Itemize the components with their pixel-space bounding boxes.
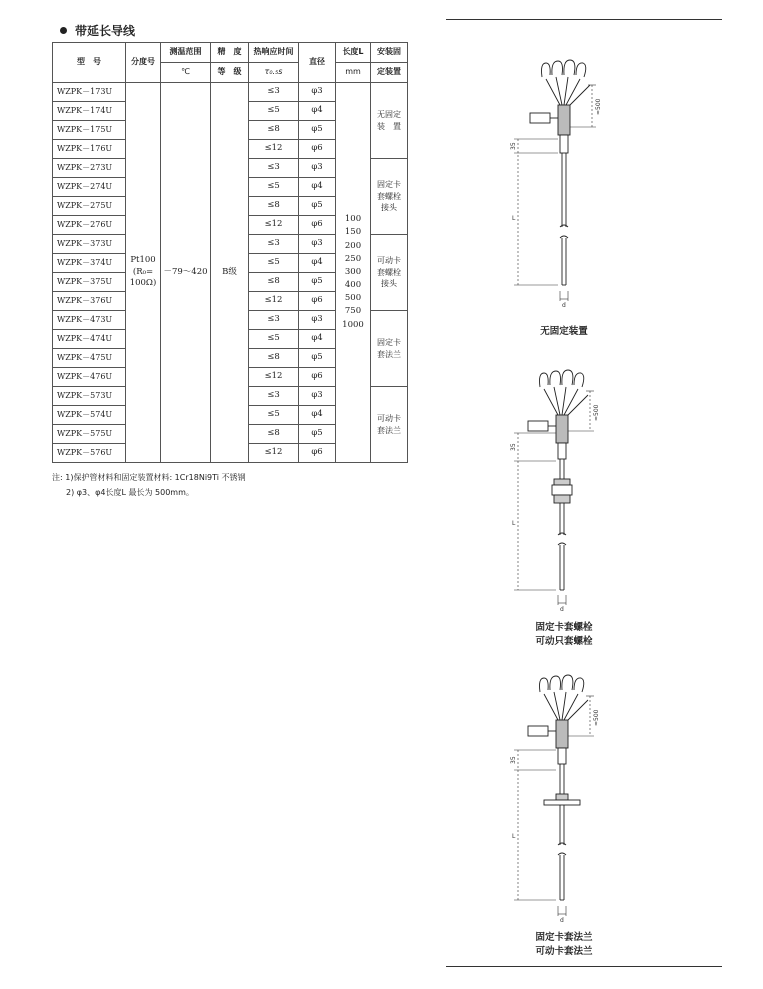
- response-cell: ≤3: [249, 387, 299, 406]
- header-graduation: 分度号: [126, 43, 161, 83]
- model-cell: WZPK－175U: [53, 121, 126, 140]
- dim-35: 35: [510, 142, 517, 150]
- dim-d: d: [560, 917, 564, 924]
- caption-flange-line-1: 固定卡套法兰: [535, 932, 593, 943]
- sensor-drawing-flange: [500, 670, 640, 925]
- caption-flange: [494, 931, 634, 959]
- caption-bolt-line-2: 可动只套螺栓: [535, 636, 593, 647]
- model-cell: WZPK－276U: [53, 216, 126, 235]
- mount-line: 无固定: [377, 109, 401, 119]
- model-cell: WZPK－474U: [53, 330, 126, 349]
- caption-bolt-line-1: 固定卡套螺栓: [535, 622, 593, 633]
- mount-line: 固定卡: [377, 180, 401, 190]
- mount-line: 固定卡: [377, 337, 401, 347]
- dim-500: ≈500: [595, 98, 602, 115]
- mount-cell: [371, 83, 408, 159]
- header-response-unit: τ₀.₅s: [249, 63, 299, 83]
- dim-35: 35: [510, 756, 517, 764]
- response-cell: ≤3: [249, 311, 299, 330]
- dim-L: L: [512, 520, 516, 527]
- model-cell: WZPK－575U: [53, 425, 126, 444]
- dim-d: d: [562, 302, 566, 309]
- diameter-cell: φ6: [299, 216, 336, 235]
- dim-500: ≈500: [593, 404, 600, 421]
- model-cell: WZPK－373U: [53, 235, 126, 254]
- header-response: 热响应时间: [249, 43, 299, 63]
- response-cell: ≤12: [249, 444, 299, 463]
- table-row: [53, 83, 408, 102]
- response-cell: ≤5: [249, 330, 299, 349]
- length-value: 250: [344, 253, 362, 264]
- mount-line: 接头: [381, 279, 397, 289]
- length-value: 750: [344, 306, 362, 317]
- dim-L: L: [512, 833, 516, 840]
- header-mount-2: 定装置: [371, 63, 408, 83]
- caption-bolt: [494, 621, 634, 649]
- header-range-unit: ℃: [161, 63, 211, 83]
- response-cell: ≤12: [249, 216, 299, 235]
- diameter-cell: φ3: [299, 387, 336, 406]
- diameter-cell: φ5: [299, 273, 336, 292]
- model-cell: WZPK－475U: [53, 349, 126, 368]
- bottom-rule: [446, 966, 722, 967]
- length-value: 150: [344, 227, 362, 238]
- header-diameter: 直径: [299, 43, 336, 83]
- mount-line: 套法兰: [377, 425, 401, 435]
- model-cell: WZPK－576U: [53, 444, 126, 463]
- note-2: 2) φ3、φ4长度L 最长为 500mm。: [66, 488, 194, 497]
- response-cell: ≤12: [249, 292, 299, 311]
- dim-L: L: [512, 215, 516, 222]
- diameter-cell: φ4: [299, 254, 336, 273]
- response-cell: ≤3: [249, 159, 299, 178]
- mount-line: 接头: [381, 203, 397, 213]
- model-cell: WZPK－176U: [53, 140, 126, 159]
- section-heading: [60, 22, 135, 39]
- response-cell: ≤3: [249, 83, 299, 102]
- mount-cell: [371, 311, 408, 387]
- graduation-line: (R₀=: [132, 266, 154, 277]
- model-cell: WZPK－574U: [53, 406, 126, 425]
- model-cell: WZPK－376U: [53, 292, 126, 311]
- header-range: 测温范围: [161, 43, 211, 63]
- diameter-cell: φ6: [299, 140, 336, 159]
- mount-cell: [371, 387, 408, 463]
- dim-500: ≈500: [593, 709, 600, 726]
- header-mount: 安装固: [371, 43, 408, 63]
- mount-line: 套螺栓: [377, 191, 401, 201]
- diameter-cell: φ3: [299, 235, 336, 254]
- length-value: 400: [344, 280, 362, 291]
- diameter-cell: φ4: [299, 406, 336, 425]
- top-rule: [446, 19, 722, 20]
- dim-d: d: [560, 606, 564, 613]
- mount-line: 套螺栓: [377, 267, 401, 277]
- diameter-cell: φ5: [299, 197, 336, 216]
- diameter-cell: φ6: [299, 444, 336, 463]
- model-cell: WZPK－273U: [53, 159, 126, 178]
- sensor-drawing-plain: [500, 55, 640, 315]
- header-row: [53, 43, 408, 63]
- diameter-cell: φ3: [299, 311, 336, 330]
- model-cell: WZPK－174U: [53, 102, 126, 121]
- header-length: 长度L: [336, 43, 371, 63]
- length-value: 100: [344, 214, 362, 225]
- model-cell: WZPK－173U: [53, 83, 126, 102]
- model-cell: WZPK－274U: [53, 178, 126, 197]
- length-value: 500: [344, 293, 362, 304]
- response-cell: ≤8: [249, 273, 299, 292]
- header-accuracy: 精 度: [211, 43, 249, 63]
- header-length-unit: mm: [336, 63, 371, 83]
- response-cell: ≤5: [249, 102, 299, 121]
- diameter-cell: φ6: [299, 292, 336, 311]
- response-cell: ≤3: [249, 235, 299, 254]
- response-cell: ≤8: [249, 121, 299, 140]
- length-value: 300: [344, 266, 362, 277]
- response-cell: ≤12: [249, 368, 299, 387]
- response-cell: ≤5: [249, 406, 299, 425]
- graduation-cell: [126, 83, 161, 463]
- diameter-cell: φ5: [299, 349, 336, 368]
- mount-line: 可动卡: [377, 256, 401, 266]
- diameter-cell: φ4: [299, 102, 336, 121]
- diameter-cell: φ4: [299, 330, 336, 349]
- diameter-cell: φ4: [299, 178, 336, 197]
- response-cell: ≤5: [249, 254, 299, 273]
- length-value: 1000: [342, 319, 364, 330]
- graduation-line: Pt100: [130, 254, 156, 265]
- mount-cell: [371, 235, 408, 311]
- response-cell: ≤8: [249, 425, 299, 444]
- sensor-drawing-bolt: [500, 365, 640, 615]
- model-cell: WZPK－375U: [53, 273, 126, 292]
- header-accuracy-2: 等 级: [211, 63, 249, 83]
- diameter-cell: φ3: [299, 159, 336, 178]
- caption-plain: 无固定装置: [540, 326, 588, 337]
- response-cell: ≤12: [249, 140, 299, 159]
- model-cell: WZPK－275U: [53, 197, 126, 216]
- mount-line: 装 置: [377, 121, 401, 131]
- diameter-cell: φ5: [299, 121, 336, 140]
- response-cell: ≤5: [249, 178, 299, 197]
- length-value: 200: [344, 240, 362, 251]
- accuracy-cell: B级: [211, 83, 249, 463]
- response-cell: ≤8: [249, 349, 299, 368]
- model-cell: WZPK－473U: [53, 311, 126, 330]
- response-cell: ≤8: [249, 197, 299, 216]
- mount-cell: [371, 159, 408, 235]
- diameter-cell: φ5: [299, 425, 336, 444]
- model-cell: WZPK－374U: [53, 254, 126, 273]
- notes: [52, 470, 246, 500]
- model-cell: WZPK－573U: [53, 387, 126, 406]
- length-cell: [336, 83, 371, 463]
- mount-line: 可动卡: [377, 413, 401, 423]
- note-1: 注: 1)保护管材料和固定装置材料: 1Cr18Ni9Ti 不锈钢: [52, 473, 246, 482]
- section-title: 带延长导线: [75, 24, 136, 38]
- bullet-icon: [60, 27, 67, 34]
- mount-line: 套法兰: [377, 349, 401, 359]
- dim-35: 35: [510, 443, 517, 451]
- range-cell: －79～420: [161, 83, 211, 463]
- diameter-cell: φ3: [299, 83, 336, 102]
- spec-table: [52, 42, 408, 463]
- header-model: 型 号: [53, 43, 126, 83]
- model-cell: WZPK－476U: [53, 368, 126, 387]
- caption-flange-line-2: 可动卡套法兰: [535, 946, 593, 957]
- diameter-cell: φ6: [299, 368, 336, 387]
- graduation-line: 100Ω): [129, 278, 157, 289]
